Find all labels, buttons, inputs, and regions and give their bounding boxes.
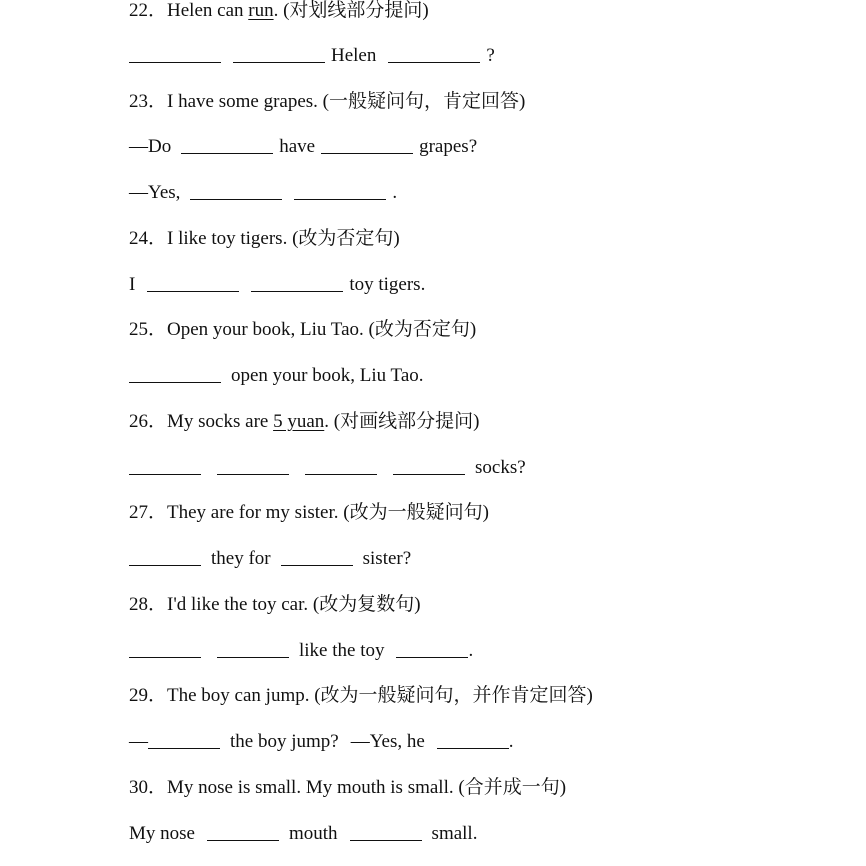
answer-punct: .: [392, 182, 398, 203]
question-28: [129, 590, 421, 620]
question-instruction: . (对划线部分提问): [273, 0, 429, 21]
answer-blank[interactable]: [181, 152, 273, 154]
question-text: I have some grapes. (一般疑问句，肯定回答): [167, 91, 526, 112]
question-text: I like toy tigers. (改为否定句): [167, 228, 400, 249]
answer-word: Helen: [331, 45, 377, 66]
answer-line-27: [129, 544, 411, 574]
answer-blank[interactable]: [129, 656, 201, 658]
question-text: I'd like the toy car. (改为复数句): [167, 594, 421, 615]
answer-blank[interactable]: [437, 747, 509, 749]
answer-blank[interactable]: [129, 473, 201, 475]
question-text: Open your book, Liu Tao. (改为否定句): [167, 319, 477, 340]
question-text: My socks are: [167, 411, 274, 432]
answer-line-28: [129, 636, 473, 666]
answer-punct: .: [508, 731, 514, 752]
question-29: [129, 681, 593, 711]
answer-word: —: [129, 731, 148, 752]
question-23: [129, 87, 525, 117]
underlined-word: 5 yuan: [273, 411, 325, 432]
answer-word: I: [129, 274, 136, 295]
answer-word: —Yes, he: [350, 731, 425, 752]
question-number: 24．: [129, 228, 168, 249]
question-text: They are for my sister. (改为一般疑问句): [167, 502, 489, 523]
answer-word: the boy jump?: [230, 731, 339, 752]
answer-blank[interactable]: [217, 656, 289, 658]
question-instruction: . (对画线部分提问): [324, 411, 480, 432]
answer-line-23b: [129, 178, 397, 208]
answer-blank[interactable]: [251, 290, 343, 292]
answer-blank[interactable]: [233, 61, 325, 63]
answer-blank[interactable]: [148, 747, 220, 749]
answer-word: My nose: [129, 823, 195, 844]
question-24: [129, 224, 400, 254]
answer-blank[interactable]: [207, 839, 279, 841]
answer-blank[interactable]: [305, 473, 377, 475]
answer-line-30: [129, 819, 477, 849]
answer-blank[interactable]: [129, 564, 201, 566]
question-22: [129, 0, 429, 26]
answer-line-23a: [129, 132, 477, 162]
answer-punct: .: [468, 640, 474, 661]
answer-word: socks?: [475, 457, 526, 478]
answer-word: toy tigers.: [349, 274, 426, 295]
answer-blank[interactable]: [129, 61, 221, 63]
answer-blank[interactable]: [217, 473, 289, 475]
answer-word: —Do: [129, 136, 172, 157]
answer-blank[interactable]: [393, 473, 465, 475]
answer-word: —Yes,: [129, 182, 181, 203]
answer-line-24: [129, 270, 425, 300]
answer-word: mouth: [288, 823, 338, 844]
answer-word: small.: [431, 823, 478, 844]
answer-line-25: [129, 361, 424, 391]
question-number: 23．: [129, 91, 168, 112]
question-number: 29．: [129, 685, 168, 706]
question-number: 30．: [129, 777, 168, 798]
answer-word: like the toy: [299, 640, 385, 661]
question-text: My nose is small. My mouth is small. (合并成一句): [167, 777, 567, 798]
answer-word: have: [279, 136, 316, 157]
question-25: [129, 315, 476, 345]
question-26: [129, 407, 479, 437]
answer-blank[interactable]: [396, 656, 468, 658]
answer-blank[interactable]: [350, 839, 422, 841]
answer-word: sister?: [362, 548, 412, 569]
answer-blank[interactable]: [388, 61, 480, 63]
answer-line-22: [129, 41, 495, 71]
question-number: 27．: [129, 502, 168, 523]
answer-blank[interactable]: [129, 381, 221, 383]
answer-blank[interactable]: [294, 198, 386, 200]
question-number: 28．: [129, 594, 168, 615]
answer-word: they for: [211, 548, 271, 569]
question-number: 22．: [129, 0, 168, 21]
answer-blank[interactable]: [321, 152, 413, 154]
answer-blank[interactable]: [190, 198, 282, 200]
answer-blank[interactable]: [147, 290, 239, 292]
answer-word: open your book, Liu Tao.: [231, 365, 424, 386]
question-text: The boy can jump. (改为一般疑问句，并作肯定回答): [167, 685, 593, 706]
question-number: 25．: [129, 319, 168, 340]
answer-line-26: [129, 453, 526, 483]
answer-line-29: [129, 727, 514, 757]
question-30: [129, 773, 566, 803]
question-text: Helen can: [167, 0, 249, 21]
question-number: 26．: [129, 411, 168, 432]
answer-punct: ?: [486, 45, 495, 66]
answer-blank[interactable]: [281, 564, 353, 566]
question-27: [129, 498, 489, 528]
answer-word: grapes?: [419, 136, 478, 157]
underlined-word: run: [248, 0, 274, 21]
